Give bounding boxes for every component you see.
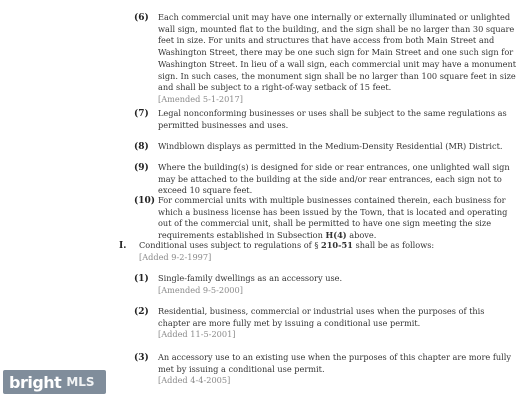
item-body: Each commercial unit may have one internally or externally illuminated or unlighted wall sign, mounted flat to the building, and the sign shall be no larger than 30 square feet in size. For units and structures that have access from both Main Street and Washington Street, there may be one such sign for Main Street and one such sign for Washington Street. In lieu of a wall sign, each commercial unit may have a monument sign. In such cases, the monument sign shall be no larger than 100 square feet in size and shall be subject to a right-of-way setback of 15 feet. [158, 12, 517, 93]
item-number: (8) [134, 142, 149, 152]
item-number: (9) [134, 163, 149, 173]
item-body: Single-family dwellings as an accessory use. [158, 273, 343, 283]
section-body: Conditional uses subject to regulations of § [139, 240, 322, 250]
section-letter: I. [119, 241, 127, 251]
item-body: An accessory use to an existing use when the purposes of this chapter are more fully met by issuing a conditional use permit. [158, 352, 512, 374]
item-body: Residential, business, commercial or industrial uses when the purposes of this chapter are more fully met by issuing a conditional use permit. [158, 306, 485, 328]
bright-mls-watermark [3, 370, 106, 394]
item-number: (3) [134, 353, 149, 363]
item-number: (10) [134, 196, 156, 206]
item-text: Where the building(s) is designed for side or rear entrances, one unlighted wall sign may be attached to the building at the side and/or rear entrances, each sign not to exceed 10 square feet. [158, 162, 510, 196]
item-text [158, 195, 518, 242]
amendment-note: [Added 9-2-1997] [139, 251, 212, 262]
item-text [158, 306, 518, 341]
subsection-reference: H(4) [325, 230, 347, 241]
item-text: Legal nonconforming businesses or uses shall be subject to the same regulations as permitted businesses and uses. [158, 108, 507, 130]
item-text [158, 12, 518, 106]
amendment-note: [Amended 5-1-2017] [158, 93, 243, 104]
item-number: (2) [134, 307, 149, 317]
amendment-note: [Amended 9-5-2000] [158, 284, 243, 295]
section-reference: 210-51 [321, 240, 353, 250]
item-text [158, 352, 518, 387]
item-text: Windblown displays as permitted in the Medium-Density Residential (MR) District. [158, 141, 503, 151]
section-body-end: shall be as follows: [352, 240, 435, 250]
item-number: (6) [134, 13, 149, 23]
watermark-suffix: MLS [66, 375, 95, 389]
item-text [158, 273, 518, 296]
watermark-brand: bright [9, 372, 62, 392]
item-number: (7) [134, 109, 149, 119]
amendment-note: [Added 4-4-2005] [158, 375, 231, 386]
item-body-end: above. [346, 230, 377, 241]
section-text [139, 240, 519, 263]
amendment-note: [Added 11-5-2001] [158, 329, 236, 340]
item-number: (1) [134, 274, 149, 284]
item-body: For commercial units with multiple businesses contained therein, each business for which a business license has been issued by the Town, that is located and operating out of the commercial unit, shall be permitted to have one sign meeting the size requirements established in Subsection [158, 195, 508, 241]
